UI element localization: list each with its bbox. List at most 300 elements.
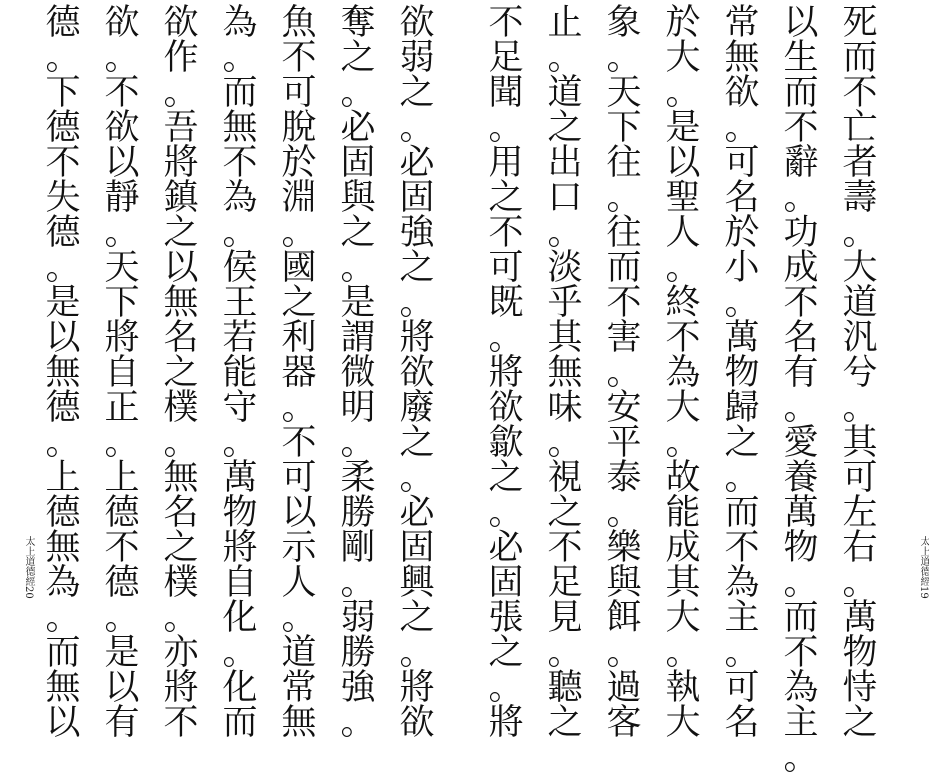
char-cell xyxy=(44,178,96,218)
char-cell xyxy=(339,178,391,218)
character: 奪 xyxy=(340,3,376,43)
character: 之 xyxy=(399,73,435,113)
char-cell xyxy=(723,598,775,638)
char-cell xyxy=(723,178,775,218)
character: 無 xyxy=(163,458,199,498)
character: 出 xyxy=(547,143,583,183)
char-cell xyxy=(723,73,775,113)
char-cell xyxy=(664,528,716,568)
char-cell xyxy=(841,668,893,708)
character: 道 xyxy=(842,283,878,323)
character: 之 xyxy=(281,283,317,323)
char-cell xyxy=(162,598,214,638)
character: 名 xyxy=(163,493,199,533)
character: 生 xyxy=(783,38,819,78)
character: 將 xyxy=(163,143,199,183)
char-cell xyxy=(664,388,716,428)
char-cell xyxy=(841,353,893,393)
character: 。 xyxy=(340,73,376,113)
character: 大 xyxy=(665,598,701,638)
character: 故 xyxy=(665,458,701,498)
character: 。 xyxy=(45,423,81,463)
char-cell xyxy=(546,73,598,113)
character: 。 xyxy=(488,108,524,148)
character: 恃 xyxy=(842,668,878,708)
character: 物 xyxy=(783,528,819,568)
character: 將 xyxy=(399,668,435,708)
char-cell xyxy=(103,3,155,43)
char-cell xyxy=(44,213,96,253)
char-cell xyxy=(398,283,450,323)
character: 不 xyxy=(488,213,524,253)
char-cell xyxy=(841,143,893,183)
char-cell xyxy=(103,598,155,638)
char-cell xyxy=(782,248,834,288)
char-cell xyxy=(398,3,450,43)
character: 。 xyxy=(45,38,81,78)
char-cell xyxy=(44,38,96,78)
character: 名 xyxy=(724,703,760,743)
char-cell xyxy=(162,178,214,218)
char-cell xyxy=(664,493,716,533)
char-cell xyxy=(162,528,214,568)
page-footer: 太上道德經20 xyxy=(23,536,34,599)
char-cell xyxy=(162,213,214,253)
char-cell xyxy=(841,318,893,358)
char-cell xyxy=(664,703,716,743)
char-cell xyxy=(280,493,332,533)
char-cell xyxy=(723,318,775,358)
character: 不 xyxy=(281,423,317,463)
character: 。 xyxy=(281,598,317,638)
char-cell xyxy=(44,3,96,43)
character: 主 xyxy=(724,598,760,638)
character: 右 xyxy=(842,528,878,568)
character: 自 xyxy=(104,353,140,393)
char-cell xyxy=(339,668,391,708)
char-cell xyxy=(782,423,834,463)
char-cell xyxy=(605,283,657,323)
char-cell xyxy=(339,353,391,393)
character: 於 xyxy=(281,143,317,183)
character: 。 xyxy=(547,423,583,463)
char-cell xyxy=(723,38,775,78)
char-cell xyxy=(546,178,598,218)
char-cell xyxy=(546,143,598,183)
char-cell xyxy=(664,668,716,708)
character: 無 xyxy=(222,108,258,148)
character: 。 xyxy=(222,213,258,253)
char-cell xyxy=(487,423,539,463)
character: 。 xyxy=(547,633,583,673)
char-cell xyxy=(162,318,214,358)
char-cell xyxy=(487,458,539,498)
character: 可 xyxy=(488,248,524,288)
character: 欲 xyxy=(104,3,140,43)
text-column xyxy=(841,3,893,743)
text-column xyxy=(398,3,450,743)
character: 無 xyxy=(45,528,81,568)
char-cell xyxy=(44,248,96,288)
character: 。 xyxy=(606,178,642,218)
character: 物 xyxy=(842,633,878,673)
char-cell xyxy=(841,423,893,463)
character: 於 xyxy=(724,213,760,253)
char-cell xyxy=(723,703,775,743)
character: 。 xyxy=(606,633,642,673)
character: 名 xyxy=(724,178,760,218)
char-cell xyxy=(605,528,657,568)
character: 視 xyxy=(547,458,583,498)
page-19 xyxy=(455,0,929,778)
character: 執 xyxy=(665,668,701,708)
character: 固 xyxy=(488,563,524,603)
character: 。 xyxy=(340,423,376,463)
char-cell xyxy=(841,283,893,323)
char-cell xyxy=(162,38,214,78)
char-cell xyxy=(103,493,155,533)
text-column xyxy=(546,3,598,743)
character: 不 xyxy=(842,73,878,113)
character: 常 xyxy=(281,668,317,708)
character: 下 xyxy=(606,108,642,148)
character: 主 xyxy=(783,703,819,743)
character: 成 xyxy=(665,528,701,568)
character: 將 xyxy=(488,703,524,743)
character: 廢 xyxy=(399,388,435,428)
char-cell xyxy=(44,668,96,708)
character: 與 xyxy=(606,563,642,603)
char-cell xyxy=(44,493,96,533)
character: 無 xyxy=(163,283,199,323)
char-cell xyxy=(103,108,155,148)
char-cell xyxy=(723,248,775,288)
character: 。 xyxy=(665,633,701,673)
char-cell xyxy=(103,143,155,183)
char-cell xyxy=(162,73,214,113)
character: 。 xyxy=(399,633,435,673)
character: 之 xyxy=(163,528,199,568)
char-cell xyxy=(782,703,834,743)
character: 口 xyxy=(547,178,583,218)
char-cell xyxy=(723,108,775,148)
character: 不 xyxy=(783,283,819,323)
char-cell xyxy=(605,388,657,428)
character: 。 xyxy=(45,598,81,638)
character: 欲 xyxy=(488,388,524,428)
char-cell xyxy=(487,528,539,568)
character: 。 xyxy=(488,668,524,708)
character: 不 xyxy=(45,143,81,183)
character: 上 xyxy=(45,458,81,498)
char-cell xyxy=(103,248,155,288)
character: 。 xyxy=(665,73,701,113)
character: 不 xyxy=(724,528,760,568)
character: 常 xyxy=(724,3,760,43)
character: 。 xyxy=(281,388,317,428)
char-cell xyxy=(44,598,96,638)
char-cell xyxy=(162,353,214,393)
char-cell xyxy=(44,353,96,393)
char-cell xyxy=(103,563,155,603)
char-cell xyxy=(605,213,657,253)
char-cell xyxy=(782,458,834,498)
char-cell xyxy=(162,3,214,43)
char-cell xyxy=(723,213,775,253)
char-cell xyxy=(339,563,391,603)
char-cell xyxy=(664,38,716,78)
char-cell xyxy=(605,178,657,218)
char-cell xyxy=(605,353,657,393)
character: 弱 xyxy=(340,598,376,638)
character: 欲 xyxy=(399,3,435,43)
character: 德 xyxy=(45,3,81,43)
character: 於 xyxy=(665,3,701,43)
char-cell xyxy=(723,528,775,568)
character: 大 xyxy=(665,388,701,428)
character: 安 xyxy=(606,388,642,428)
character: 必 xyxy=(399,143,435,183)
char-cell xyxy=(339,38,391,78)
character: 左 xyxy=(842,493,878,533)
text-column xyxy=(664,3,716,743)
char-cell xyxy=(782,73,834,113)
char-cell xyxy=(546,633,598,673)
char-cell xyxy=(782,38,834,78)
char-cell xyxy=(664,423,716,463)
char-cell xyxy=(221,213,273,253)
character: 養 xyxy=(783,458,819,498)
char-cell xyxy=(280,353,332,393)
character: 過 xyxy=(606,668,642,708)
character: 平 xyxy=(606,423,642,463)
char-cell xyxy=(841,38,893,78)
char-cell xyxy=(782,3,834,43)
character: 以 xyxy=(163,248,199,288)
char-cell xyxy=(103,528,155,568)
character: 不 xyxy=(281,38,317,78)
text-column xyxy=(221,3,273,743)
char-cell xyxy=(280,388,332,428)
char-cell xyxy=(841,528,893,568)
character: 物 xyxy=(222,493,258,533)
char-cell xyxy=(162,563,214,603)
character: 必 xyxy=(340,108,376,148)
char-cell xyxy=(44,388,96,428)
character: 。 xyxy=(665,423,701,463)
character: 弱 xyxy=(399,38,435,78)
character: 德 xyxy=(104,493,140,533)
character: 。 xyxy=(104,423,140,463)
char-cell xyxy=(664,3,716,43)
character: 萬 xyxy=(842,598,878,638)
char-cell xyxy=(605,493,657,533)
char-cell xyxy=(605,633,657,673)
char-cell xyxy=(664,178,716,218)
character: 之 xyxy=(547,493,583,533)
character: 自 xyxy=(222,563,258,603)
char-cell xyxy=(487,108,539,148)
character: 小 xyxy=(724,248,760,288)
character: 德 xyxy=(45,108,81,148)
char-cell xyxy=(162,423,214,463)
char-cell xyxy=(44,108,96,148)
char-cell xyxy=(546,703,598,743)
char-cell xyxy=(280,528,332,568)
char-cell xyxy=(339,493,391,533)
char-cell xyxy=(398,703,450,743)
char-cell xyxy=(723,563,775,603)
character: 下 xyxy=(104,283,140,323)
character: 可 xyxy=(281,458,317,498)
character: 之 xyxy=(340,213,376,253)
character: 用 xyxy=(488,143,524,183)
character: 守 xyxy=(222,388,258,428)
character: 。 xyxy=(222,423,258,463)
char-cell xyxy=(103,423,155,463)
character: 終 xyxy=(665,283,701,323)
character: 剛 xyxy=(340,528,376,568)
character: 明 xyxy=(340,388,376,428)
character: 國 xyxy=(281,248,317,288)
character: 德 xyxy=(45,213,81,253)
char-cell xyxy=(546,213,598,253)
character: 人 xyxy=(665,213,701,253)
page-20 xyxy=(0,0,455,743)
char-cell xyxy=(162,143,214,183)
char-cell xyxy=(841,458,893,498)
character: 不 xyxy=(547,528,583,568)
character: 見 xyxy=(547,598,583,638)
character: 辭 xyxy=(783,143,819,183)
character: 之 xyxy=(399,598,435,638)
character: 既 xyxy=(488,283,524,323)
character: 以 xyxy=(45,318,81,358)
character: 功 xyxy=(783,213,819,253)
character: 必 xyxy=(399,493,435,533)
char-cell xyxy=(339,248,391,288)
text-column xyxy=(723,3,775,743)
char-cell xyxy=(487,318,539,358)
char-cell xyxy=(841,73,893,113)
character: 大 xyxy=(842,248,878,288)
character: 名 xyxy=(163,318,199,358)
char-cell xyxy=(398,528,450,568)
char-cell xyxy=(664,213,716,253)
character: 道 xyxy=(547,73,583,113)
char-cell xyxy=(103,633,155,673)
char-cell xyxy=(487,248,539,288)
character: 而 xyxy=(222,73,258,113)
char-cell xyxy=(605,108,657,148)
char-cell xyxy=(280,318,332,358)
char-cell xyxy=(162,703,214,743)
char-cell xyxy=(162,633,214,673)
text-columns xyxy=(44,3,450,743)
character: 有 xyxy=(783,353,819,393)
char-cell xyxy=(398,38,450,78)
character: 成 xyxy=(783,248,819,288)
character: 歸 xyxy=(724,388,760,428)
character: 之 xyxy=(488,633,524,673)
character: 。 xyxy=(606,353,642,393)
character: 。 xyxy=(163,423,199,463)
char-cell xyxy=(546,318,598,358)
character: 乎 xyxy=(547,283,583,323)
char-cell xyxy=(487,598,539,638)
character: 示 xyxy=(281,528,317,568)
char-cell xyxy=(723,3,775,43)
character: 兮 xyxy=(842,353,878,393)
character: 。 xyxy=(665,248,701,288)
character: 若 xyxy=(222,318,258,358)
character: 是 xyxy=(340,283,376,323)
char-cell xyxy=(546,528,598,568)
char-cell xyxy=(398,388,450,428)
char-cell xyxy=(782,178,834,218)
char-cell xyxy=(280,3,332,43)
character: 為 xyxy=(222,3,258,43)
char-cell xyxy=(723,143,775,183)
char-cell xyxy=(221,353,273,393)
character: 固 xyxy=(340,143,376,183)
character: 無 xyxy=(724,38,760,78)
char-cell xyxy=(280,423,332,463)
character: 。 xyxy=(104,213,140,253)
character: 不 xyxy=(488,3,524,43)
character: 亦 xyxy=(163,633,199,673)
char-cell xyxy=(782,633,834,673)
char-cell xyxy=(162,283,214,323)
character: 德 xyxy=(45,493,81,533)
character: 客 xyxy=(606,703,642,743)
character: 亡 xyxy=(842,108,878,148)
char-cell xyxy=(339,73,391,113)
char-cell xyxy=(221,563,273,603)
character: 。 xyxy=(340,563,376,603)
character: 無 xyxy=(45,668,81,708)
character: 之 xyxy=(724,423,760,463)
character: 為 xyxy=(45,563,81,603)
char-cell xyxy=(841,388,893,428)
char-cell xyxy=(280,73,332,113)
character: 以 xyxy=(281,493,317,533)
char-cell xyxy=(605,143,657,183)
character: 泰 xyxy=(606,458,642,498)
char-cell xyxy=(782,668,834,708)
char-cell xyxy=(723,283,775,323)
character: 。 xyxy=(783,563,819,603)
character: 。 xyxy=(399,283,435,323)
character: 愛 xyxy=(783,423,819,463)
character: 與 xyxy=(340,178,376,218)
text-column xyxy=(44,3,96,743)
character: 不 xyxy=(163,703,199,743)
char-cell xyxy=(723,458,775,498)
character: 死 xyxy=(842,3,878,43)
char-cell xyxy=(487,353,539,393)
character: 。 xyxy=(340,248,376,288)
character: 為 xyxy=(222,178,258,218)
character: 固 xyxy=(399,528,435,568)
character: 之 xyxy=(547,108,583,148)
char-cell xyxy=(398,318,450,358)
character: 足 xyxy=(488,38,524,78)
char-cell xyxy=(664,598,716,638)
char-cell xyxy=(487,3,539,43)
character: 將 xyxy=(104,318,140,358)
character: 而 xyxy=(783,73,819,113)
